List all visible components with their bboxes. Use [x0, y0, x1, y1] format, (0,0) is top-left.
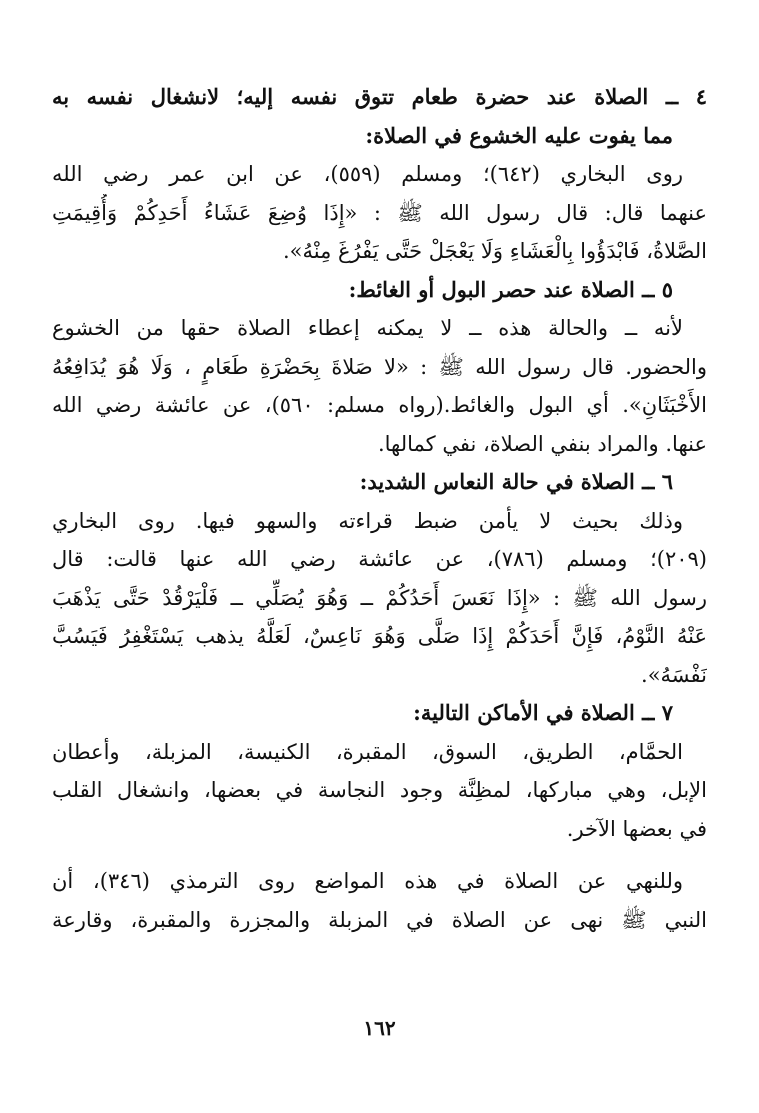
paragraph-line: رسول الله ﷺ : «إِذَا نَعَسَ أَحَدُكُمْ ــ وَهُوَ يُصَلِّي ــ فَلْيَرْقُدْ حَتَّى يَذْهَبَ — [52, 585, 707, 610]
paragraph-line: عنهما قال: قال رسول الله ﷺ : «إِذَا وُضِعَ عَشَاءُ أَحَدِكُمْ وَأُقِيمَتِ — [52, 200, 707, 225]
page-body — [52, 78, 707, 939]
section-6 — [52, 463, 707, 694]
paragraph-line: روى البخاري (٦٤٢)؛ ومسلم (٥٥٩)، عن ابن عمر رضي الله — [52, 162, 683, 186]
paragraph-line: وذلك بحيث لا يأمن ضبط قراءته والسهو فيها. روى البخاري — [52, 508, 683, 533]
section-4 — [52, 78, 707, 271]
section-5 — [52, 271, 707, 464]
paragraph-line: نَفْسَهُ». — [641, 662, 707, 687]
closing-paragraph — [52, 862, 707, 939]
paragraph-line: النبي ﷺ نهى عن الصلاة في المزبلة والمجزرة والمقبرة، وقارعة — [52, 907, 707, 932]
page-number: ١٦٢ — [363, 1016, 396, 1040]
paragraph-line: الحمَّام، الطريق، السوق، المقبرة، الكنيسة، المزبلة، وأعطان — [52, 739, 683, 764]
paragraph-line: في بعضها الآخر. — [566, 816, 707, 841]
section-7 — [52, 694, 707, 848]
section-heading: ٧ ــ الصلاة في الأماكن التالية: — [413, 700, 673, 725]
paragraph-line: وللنهي عن الصلاة في هذه المواضع روى الترمذي (٣٤٦)، أن — [52, 869, 683, 893]
paragraph-line: عنها. والمراد بنفي الصلاة، نفي كمالها. — [377, 431, 707, 456]
paragraph-line: (٢٠٩)؛ ومسلم (٧٨٦)، عن عائشة رضي الله عنها قالت: قال — [52, 547, 707, 571]
section-heading: ٥ ــ الصلاة عند حصر البول أو الغائط: — [348, 276, 673, 302]
paragraph-line: لأنه ــ والحالة هذه ــ لا يمكنه إعطاء الصلاة حقها من الخشوع — [52, 316, 683, 340]
paragraph-line: الصَّلاةُ، فَابْدَؤُوا بِالْعَشَاءِ وَلَا يَعْجَلْ حَتَّى يَفْرُغَ مِنْهُ». — [282, 239, 707, 263]
paragraph-line: والحضور. قال رسول الله ﷺ : «لا صَلاةَ بِحَضْرَةِ طَعَامٍ ، وَلَا هُوَ يُدَافِعُهُ — [52, 354, 707, 379]
paragraph-line: الإبل، وهي مباركها، لمظِنَّة وجود النجاسة في بعضها، وانشغال القلب — [52, 778, 707, 802]
section-heading: مما يفوت عليه الخشوع في الصلاة: — [365, 122, 673, 148]
paragraph-line: عَنْهُ النَّوْمُ، فَإِنَّ أَحَدَكُمْ إِذَا صَلَّى وَهُوَ نَاعِسٌ، لَعَلَّهُ يذهب يَسْتَغْفِرُ فَيَسُبَّ — [52, 624, 707, 648]
paragraph-gap — [52, 848, 707, 862]
section-heading: ٦ ــ الصلاة في حالة النعاس الشديد: — [359, 469, 673, 494]
paragraph-line: الأَخْبَثَانِ». أي البول والغائط.(رواه مسلم: ٥٦٠)، عن عائشة رضي الله — [52, 393, 707, 417]
section-heading: ٤ ــ الصلاة عند حضرة طعام تتوق نفسه إليه؛ لانشغال نفسه به — [52, 84, 707, 109]
